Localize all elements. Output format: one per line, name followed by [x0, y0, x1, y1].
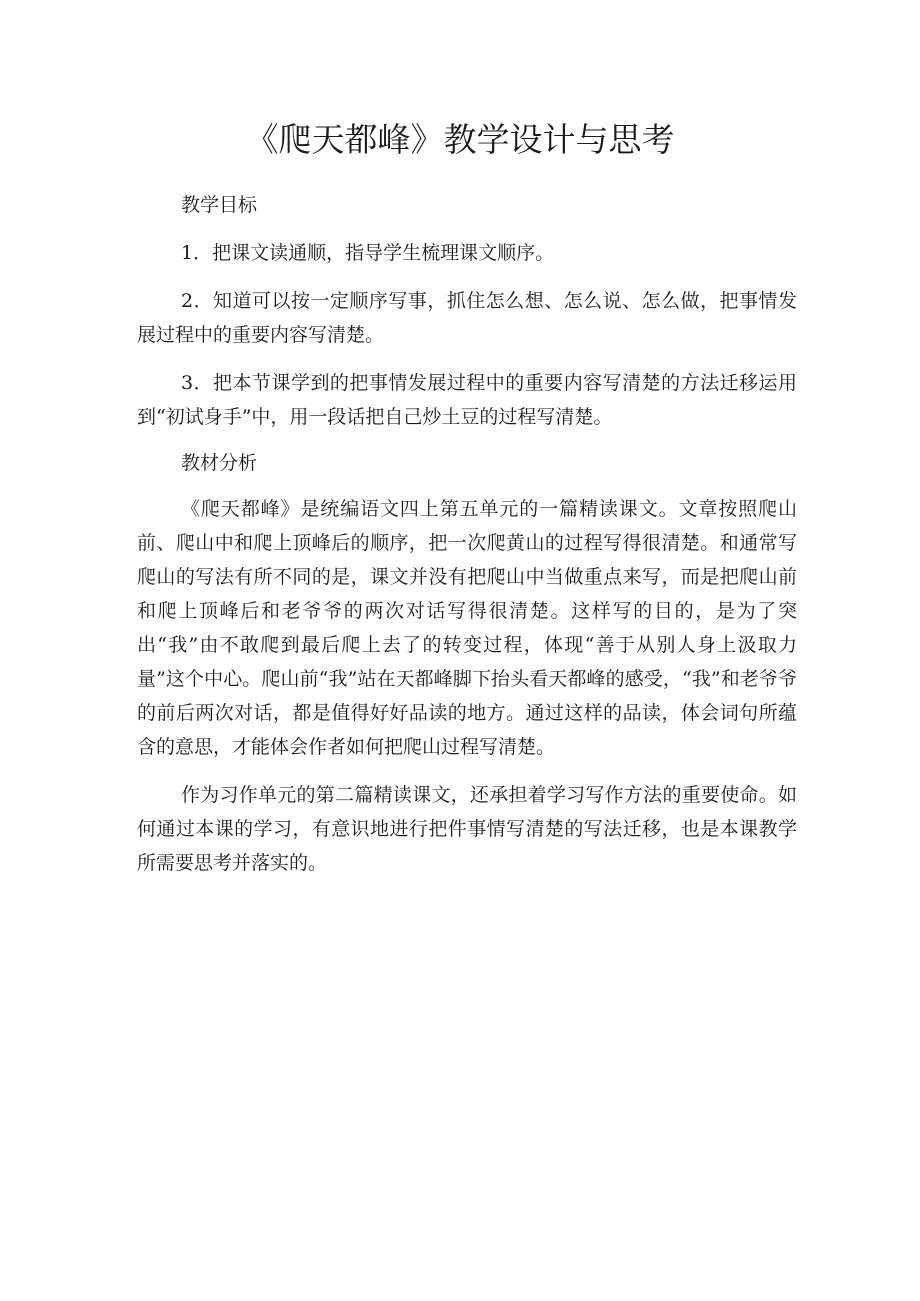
analysis-paragraph-1: 《爬天都峰》是统编语文四上第五单元的一篇精读课文。文章按照爬山前、爬山中和爬上顶峰后的顺序，把一次爬黄山的过程写得很清楚。和通常写爬山的写法有所不同的是，课文并没有把爬山中当做重点来写，而是把爬山前和爬上顶峰后和老爷爷的两次对话写得很清楚。这样写的目的，是为了突出“我”由不敢爬到最后爬上去了的转变过程，体现“善于从别人身上汲取力量”这个中心。爬山前“我”站在天都峰脚下抬头看天都峰的感受，“我”和老爷爷的前后两次对话，都是值得好好品读的地方。通过这样的品读，体会词句所蕴含的意思，才能体会作者如何把爬山过程写清楚。 [137, 498, 797, 758]
objective-item-3: 3．把本节课学到的把事情发展过程中的重要内容写清楚的方法迁移运用到“初试身手”中，用一段话把自己炒土豆的过程写清楚。 [137, 372, 797, 428]
objectives-heading: 教学目标 [181, 194, 258, 216]
objective-item-2: 2．知道可以按一定顺序写事，抓住怎么想、怎么说、怎么做，把事情发展过程中的重要内容写清楚。 [137, 290, 797, 346]
document-body [137, 188, 797, 880]
analysis-heading: 教材分析 [181, 452, 258, 474]
objective-item-1: 1．把课文读通顺，指导学生梳理课文顺序。 [181, 242, 555, 264]
analysis-paragraph-2: 作为习作单元的第二篇精读课文，还承担着学习写作方法的重要使命。如何通过本课的学习，有意识地进行把件事情写清楚的写法迁移，也是本课教学所需要思考并落实的。 [137, 784, 797, 874]
document-title: 《爬天都峰》教学设计与思考 [245, 120, 675, 159]
